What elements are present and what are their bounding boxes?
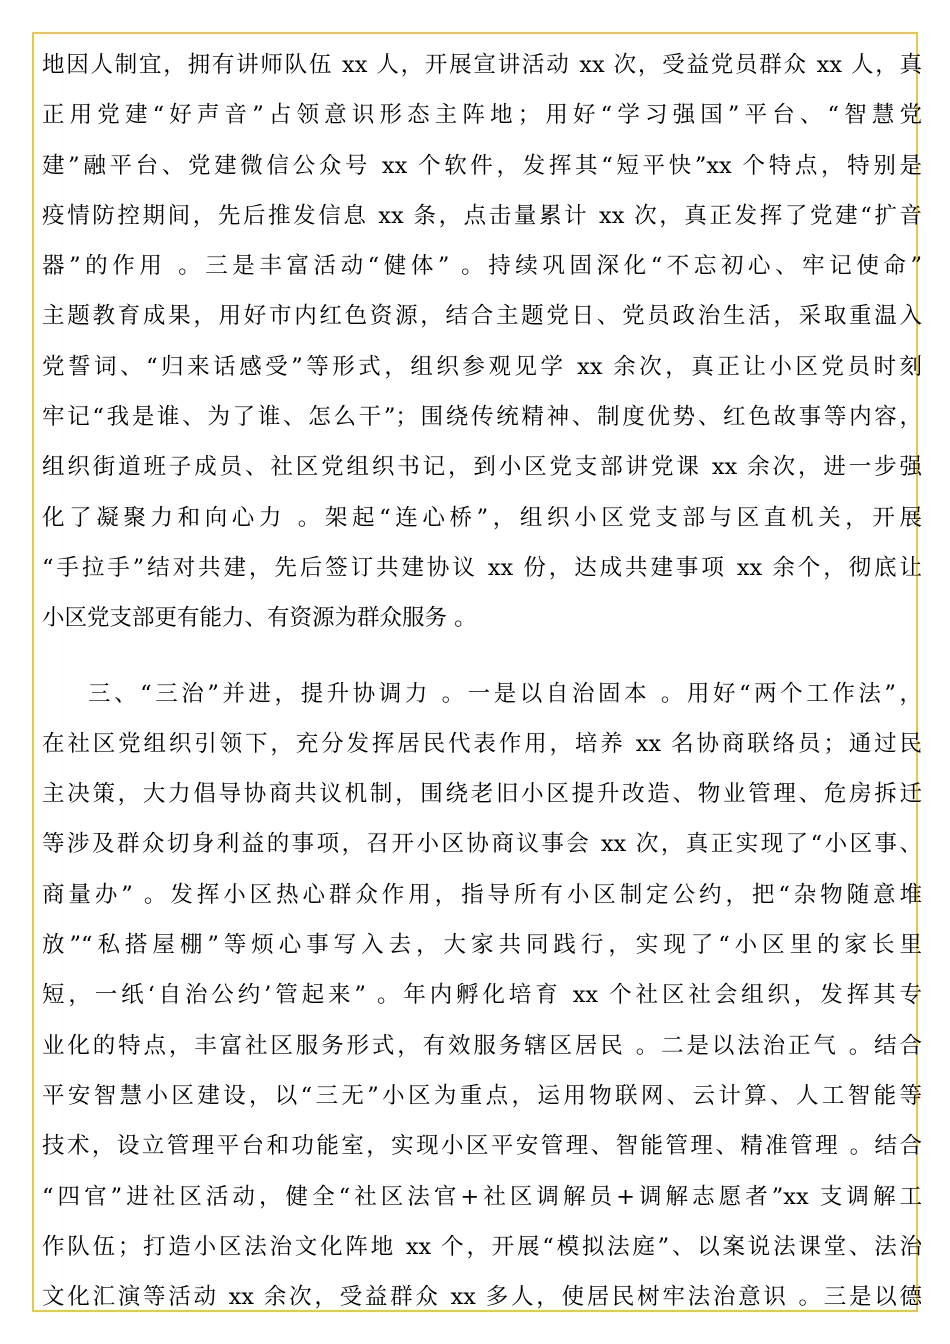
paragraph-1 xyxy=(42,48,922,652)
text-line: 业化的特点，丰富社区服务形式，有效服务辖区居民 。二是以法治正气 。结合 xyxy=(42,1032,922,1059)
text-line: 地因人制宜，拥有讲师队伍 xx 人，开展宣讲活动 xx 次，受益党员群众 xx 人，真 xyxy=(42,52,922,78)
text-line: 牢记“我是谁、为了谁、怎么干”；围绕传统精神、制度优势、红色故事等内容， xyxy=(42,404,922,431)
text-line: 技术，设立管理平台和功能室，实现小区平安管理、智能管理、精准管理 。结合 xyxy=(42,1133,922,1160)
text-line: 组织街道班子成员、社区党组织书记，到小区党支部讲党课 xx 余次，进一步强 xyxy=(42,454,922,481)
text-line: 器”的作用 。三是丰富活动“健体” 。持续巩固深化“不忘初心、牢记使命” xyxy=(42,253,922,280)
section-heading-line: 三、“三治”并进，提升协调力 。一是以自治固本 。用好“两个工作法”， xyxy=(88,680,922,707)
text-line: 正用党建“好声音”占领意识形态主阵地；用好“学习强国”平台、“智慧党 xyxy=(42,102,922,129)
text-line: “四官”进社区活动，健全“社区法官+社区调解员+调解志愿者”xx 支调解工 xyxy=(42,1183,922,1210)
text-line: 疫情防控期间，先后推发信息 xx 条，点击量累计 xx 次，真正发挥了党建“扩音 xyxy=(42,202,922,229)
text-line: 党誓词、“归来话感受”等形式，组织参观见学 xx 余次，真正让小区党员时刻 xyxy=(42,353,922,380)
text-line: 小区党支部更有能力、有资源为群众服务 。 xyxy=(42,605,477,632)
text-line: 建”融平台、党建微信公众号 xx 个软件，发挥其“短平快”xx 个特点，特别是 xyxy=(42,152,922,179)
paragraph-gap xyxy=(42,652,922,677)
text-line: 商量办” 。发挥小区热心群众作用，指导所有小区制定公约，把“杂物随意堆 xyxy=(42,881,922,908)
text-line: 在社区党组织引领下，充分发挥居民代表作用，培养 xx 名协商联络员；通过民 xyxy=(42,730,922,757)
text-line: 化了凝聚力和向心力 。架起“连心桥”，组织小区党支部与区直机关，开展 xyxy=(42,504,922,531)
text-line: 等涉及群众切身利益的事项，召开小区协商议事会 xx 次，真正实现了“小区事、 xyxy=(42,831,922,858)
text-line: 放”“私搭屋棚”等烦心事写入去，大家共同践行，实现了“小区里的家长里 xyxy=(42,932,922,959)
document-body xyxy=(42,48,922,1330)
text-line: 短，一纸‘自治公约’管起来” 。年内孵化培育 xx 个社区社会组织，发挥其专 xyxy=(42,982,922,1009)
text-line: 平安智慧小区建设，以“三无”小区为重点，运用物联网、云计算、人工智能等 xyxy=(42,1082,922,1109)
text-line: 主决策，大力倡导协商共议机制，围绕老旧小区提升改造、物业管理、危房拆迁 xyxy=(42,781,922,808)
paragraph-2 xyxy=(42,677,922,1331)
text-line: 作队伍；打造小区法治文化阵地 xx 个，开展“模拟法庭”、以案说法课堂、法治 xyxy=(42,1233,922,1260)
text-line: “手拉手”结对共建，先后签订共建协议 xx 份，达成共建事项 xx 余个，彻底让 xyxy=(42,554,922,581)
text-line: 文化汇演等活动 xx 余次，受益群众 xx 多人，使居民树牢法治意识 。三是以德 xyxy=(42,1284,922,1311)
text-line: 主题教育成果，用好市内红色资源，结合主题党日、党员政治生活，采取重温入 xyxy=(42,303,922,330)
